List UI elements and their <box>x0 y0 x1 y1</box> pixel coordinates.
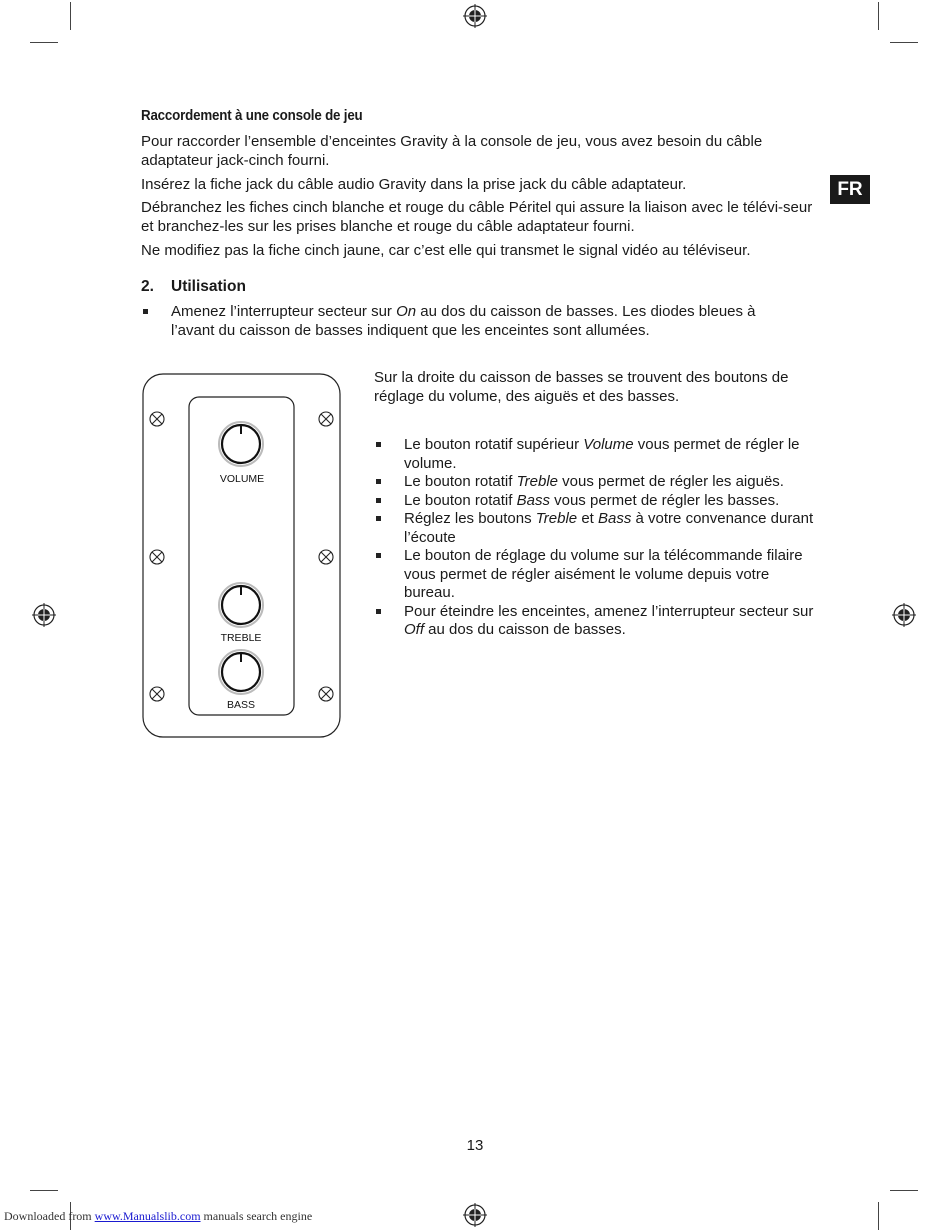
footer-suffix: manuals search engine <box>200 1209 313 1223</box>
crop-mark <box>30 1190 58 1191</box>
crop-mark <box>30 42 58 43</box>
list-item: Le bouton de réglage du volume sur la télécommande filaire vous permet de régler aisément le volume depuis votre bureau. <box>374 547 822 603</box>
section-title: Utilisation <box>171 278 246 295</box>
manualslib-link[interactable]: www.Manualslib.com <box>94 1209 201 1223</box>
crop-mark <box>878 1202 879 1230</box>
page-number: 13 <box>466 1137 484 1154</box>
paragraph: Pour raccorder l’ensemble d’enceintes Gravity à la console de jeu, vous avez besoin du câble adaptateur jack-cinch fourni. <box>141 133 763 169</box>
knob-label-volume: VOLUME <box>219 473 265 485</box>
subheading: Raccordement à une console de jeu <box>141 108 363 124</box>
list-item: Réglez les boutons Treble et Bass à votre convenance durant l’écoute <box>374 510 822 547</box>
list-item: Le bouton rotatif supérieur Volume vous permet de régler le volume. <box>374 436 822 473</box>
knob-label-treble: TREBLE <box>220 632 262 644</box>
list-item: Amenez l’interrupteur secteur sur On au dos du caisson de basses. Les diodes bleues à l’avant du caisson de basses indiquent que les enceintes sont allumées. <box>141 303 801 340</box>
download-footer <box>4 1209 312 1224</box>
registration-mark-icon <box>892 603 916 627</box>
paragraph: Sur la droite du caisson de basses se trouvent des boutons de réglage du volume, des aiguës et des basses. <box>374 369 789 405</box>
registration-mark-icon <box>463 4 487 28</box>
volume-knob-icon[interactable] <box>219 422 263 466</box>
registration-mark-icon <box>463 1203 487 1227</box>
crop-mark <box>878 2 879 30</box>
subwoofer-controls-diagram <box>140 372 344 740</box>
treble-knob-icon[interactable] <box>219 583 263 627</box>
list-item: Pour éteindre les enceintes, amenez l’interrupteur secteur sur Off au dos du caisson de basses. <box>374 603 822 640</box>
crop-mark <box>70 2 71 30</box>
footer-prefix: Downloaded from <box>4 1209 95 1223</box>
crop-mark <box>890 42 918 43</box>
section-heading <box>141 278 246 296</box>
registration-mark-icon <box>32 603 56 627</box>
paragraph: Débranchez les fiches cinch blanche et rouge du câble Péritel qui assure la liaison avec le télévi-seur et branchez-les sur les prises blanche et rouge du câble adaptateur fourni. <box>141 199 813 235</box>
crop-mark <box>890 1190 918 1191</box>
list-item: Le bouton rotatif Bass vous permet de régler les basses. <box>374 492 822 511</box>
list-item: Le bouton rotatif Treble vous permet de régler les aiguës. <box>374 473 822 492</box>
bullet-list <box>141 303 801 340</box>
paragraph: Insérez la fiche jack du câble audio Gravity dans la prise jack du câble adaptateur. <box>141 176 687 193</box>
section-number: 2. <box>141 278 154 295</box>
bullet-list <box>374 436 822 640</box>
bass-knob-icon[interactable] <box>219 650 263 694</box>
language-tab: FR <box>830 175 870 204</box>
knob-label-bass: BASS <box>226 699 256 711</box>
paragraph: Ne modifiez pas la fiche cinch jaune, car c’est elle qui transmet le signal vidéo au téléviseur. <box>141 242 751 259</box>
